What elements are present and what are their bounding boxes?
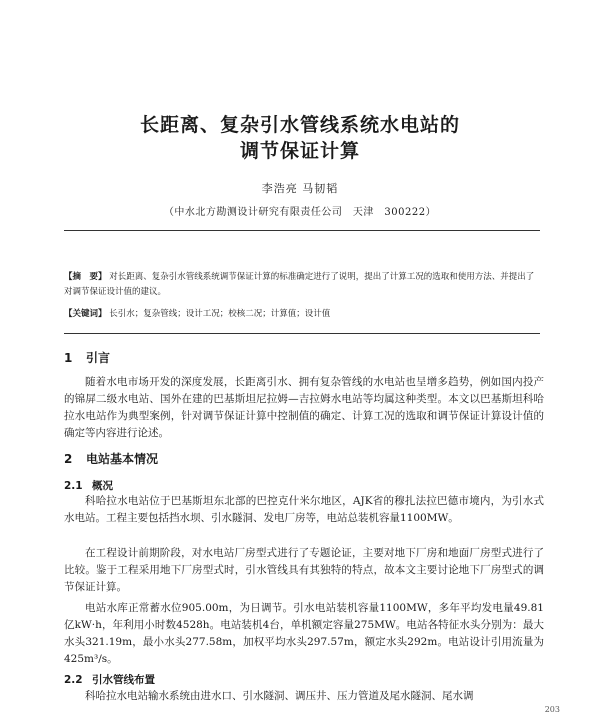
affiliation: （中水北方勘测设计研究有限责任公司 天津 300222） xyxy=(163,207,437,218)
section-1-title: 引言 xyxy=(86,351,111,365)
section-1-paragraph: 随着水电市场开发的深度发展，长距离引水、拥有复杂管线的水电站也呈增多趋势，例如国内投产的锦屏二级水电站、国外在建的巴基斯坦尼拉姆—吉拉姆水电站等均属这种类型。本文以巴基斯坦科哈拉水电站作为典型案例，针对调节保证计算中控制值的确定、计算工况的选取和调节保证计算设计值的确定等内容进行论述。 xyxy=(64,376,544,439)
abstract-text: 对长距离、复杂引水管线系统调节保证计算的标准确定进行了说明，提出了计算工况的选取和使用方法、并提出了对调节保证设计值的建议。 xyxy=(64,272,535,297)
top-rule xyxy=(64,230,540,231)
title-line-2: 调节保证计算 xyxy=(239,140,360,162)
page-number: 203 xyxy=(544,705,560,714)
section-2-2-title: 引水管线布置 xyxy=(92,674,155,686)
authors: 李浩亮 马韧韬 xyxy=(261,182,339,195)
section-2-1-title: 概况 xyxy=(92,480,113,492)
abstract-label: 【摘 要】 xyxy=(64,272,107,282)
section-2-heading xyxy=(64,450,158,467)
section-2-title: 电站基本情况 xyxy=(86,452,159,466)
section-2-2-paragraph-1: 科哈拉水电站输水系统由进水口、引水隧洞、调压井、压力管道及尾水隧洞、尾水调 xyxy=(85,690,474,702)
bottom-rule xyxy=(64,333,540,334)
section-2-2-number: 2.2 xyxy=(64,674,83,686)
section-2-1-paragraph-2: 在工程设计前期阶段，对水电站厂房型式进行了专题论证，主要对地下厂房和地面厂房型式进行了比较。鉴于工程采用地下厂房型式时，引水管线具有其独特的特点，故本文主要讨论地下厂房型式的调节保证计算。 xyxy=(64,547,544,593)
section-2-1-number: 2.1 xyxy=(64,480,83,492)
abstract xyxy=(64,270,540,300)
keywords xyxy=(64,307,540,322)
keywords-text: 长引水；复杂管线；设计工况；校核二况；计算值；设计值 xyxy=(109,309,331,319)
keywords-label: 【关键词】 xyxy=(64,309,107,319)
section-1-heading xyxy=(64,349,110,366)
section-2-1-paragraph-3: 电站水库正常蓄水位905.00m，为日调节。引水电站装机容量1100MW，多年平均发电量49.81亿kW·h，年利用小时数4528h。电站装机4台，单机额定容量275MW。电站各特征水头分别为：最大水头321.19m，最小水头277.58m，加权平均水头297.57m，额定水头292m。电站设计引用流量为425m³/s。 xyxy=(64,602,544,665)
section-1-number: 1 xyxy=(64,351,73,365)
title-line-1: 长距离、复杂引水管线系统水电站的 xyxy=(139,114,460,136)
section-2-1-heading xyxy=(64,478,113,493)
section-2-1-paragraph-1: 科哈拉水电站位于巴基斯坦东北部的巴控克什米尔地区，AJK省的穆扎法拉巴德市境内，为引水式水电站。工程主要包括挡水坝、引水隧洞、发电厂房等，电站总装机容量1100MW。 xyxy=(64,495,544,524)
section-2-2-heading xyxy=(64,672,155,687)
section-2-number: 2 xyxy=(64,452,73,466)
